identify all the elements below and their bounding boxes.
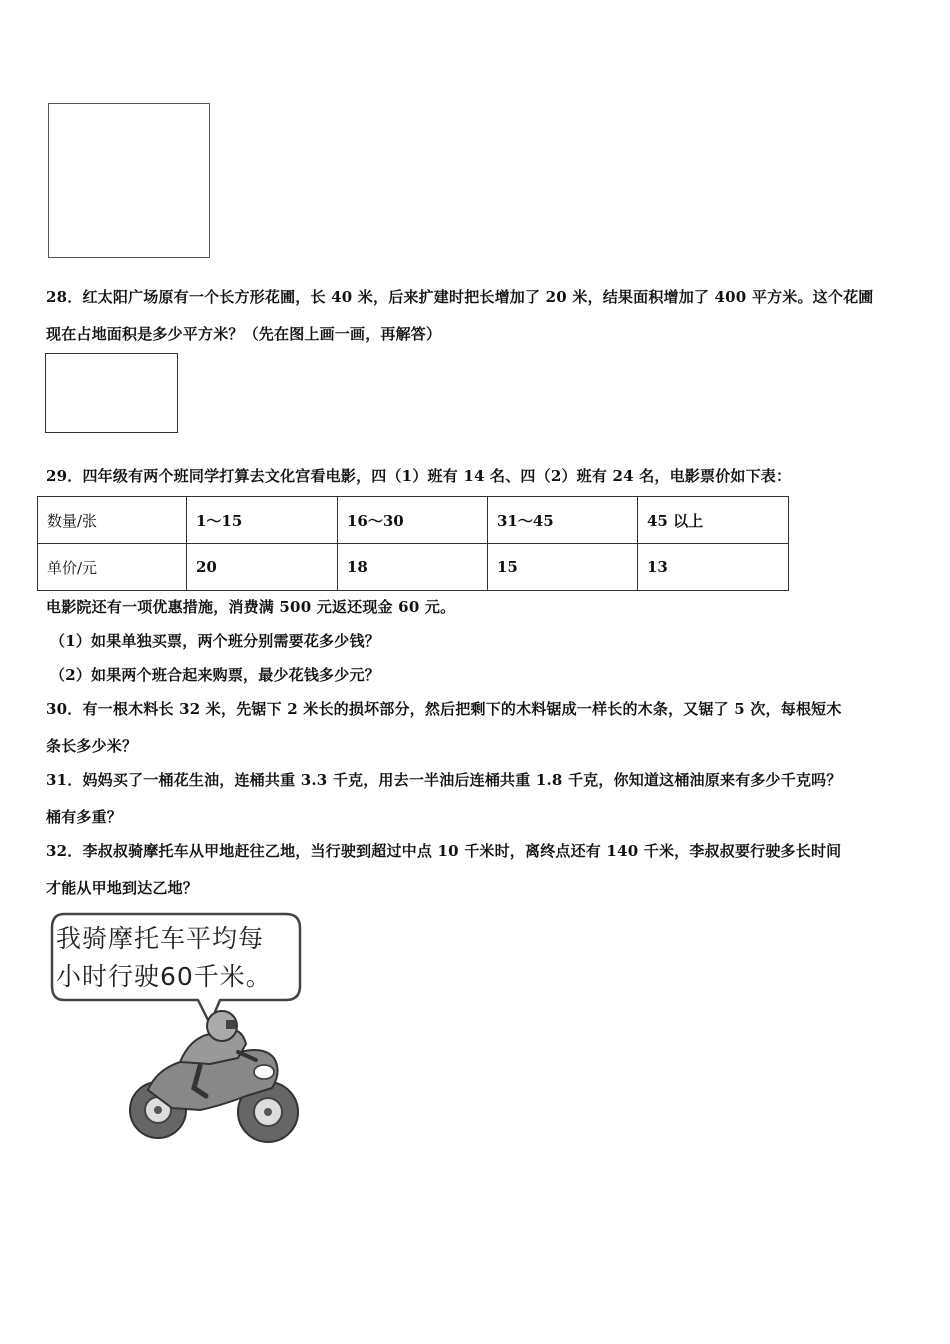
table-cell: 16～30 (338, 497, 488, 544)
q32-text-line2: 才能从甲地到达乙地？ (46, 879, 199, 897)
table-row (38, 497, 789, 544)
figure-box-top (48, 103, 210, 258)
table-cell: 单价/元 (38, 544, 187, 591)
table-cell: 20 (187, 544, 338, 591)
table-cell: 31～45 (488, 497, 638, 544)
q29-note: 电影院还有一项优惠措施，消费满 500 元返还现金 60 元。 (46, 598, 456, 616)
q30-text-line2: 条长多少米？ (46, 737, 138, 755)
table-row (38, 544, 789, 591)
bubble-line-1: 我骑摩托车平均每 (56, 924, 265, 953)
bubble-line-2: 小时行驶60千米。 (56, 962, 272, 991)
table-cell: 1～15 (187, 497, 338, 544)
q29-sub1: （1）如果单独买票，两个班分别需要花多少钱？ (50, 632, 380, 650)
table-cell: 13 (638, 544, 789, 591)
q28-rectangle-figure (45, 353, 178, 433)
table-cell: 15 (488, 544, 638, 591)
table-cell: 数量/张 (38, 497, 187, 544)
q32-text-line1: 32．李叔叔骑摩托车从甲地赶往乙地，当行驶到超过中点 10 千米时，离终点还有 140 千米，李叔叔要行驶多长时间 (46, 842, 842, 860)
speech-bubble-text (56, 920, 294, 996)
q28-text-line2: 现在占地面积是多少平方米？（先在图上画一画，再解答） (46, 325, 442, 343)
price-table (37, 496, 789, 591)
table-cell: 45 以上 (638, 497, 789, 544)
table-cell: 18 (338, 544, 488, 591)
q31-text-line2: 桶有多重？ (46, 808, 123, 826)
q29-intro: 29．四年级有两个班同学打算去文化宫看电影，四（1）班有 14 名、四（2）班有 24 名，电影票价如下表： (46, 467, 792, 485)
motorcycle-illustration (50, 912, 310, 1152)
q28-text-line1: 28．红太阳广场原有一个长方形花圃，长 40 米，后来扩建时把长增加了 20 米，结果面积增加了 400 平方米。这个花圃 (46, 288, 874, 306)
q30-text-line1: 30．有一根木料长 32 米，先锯下 2 米长的损坏部分，然后把剩下的木料锯成一样长的木条，又锯了 5 次，每根短木 (46, 700, 842, 718)
q31-text-line1: 31．妈妈买了一桶花生油，连桶共重 3.3 千克，用去一半油后连桶共重 1.8 千克，你知道这桶油原来有多少千克吗？ (46, 771, 842, 789)
q29-sub2: （2）如果两个班合起来购票，最少花钱多少元？ (50, 666, 380, 684)
